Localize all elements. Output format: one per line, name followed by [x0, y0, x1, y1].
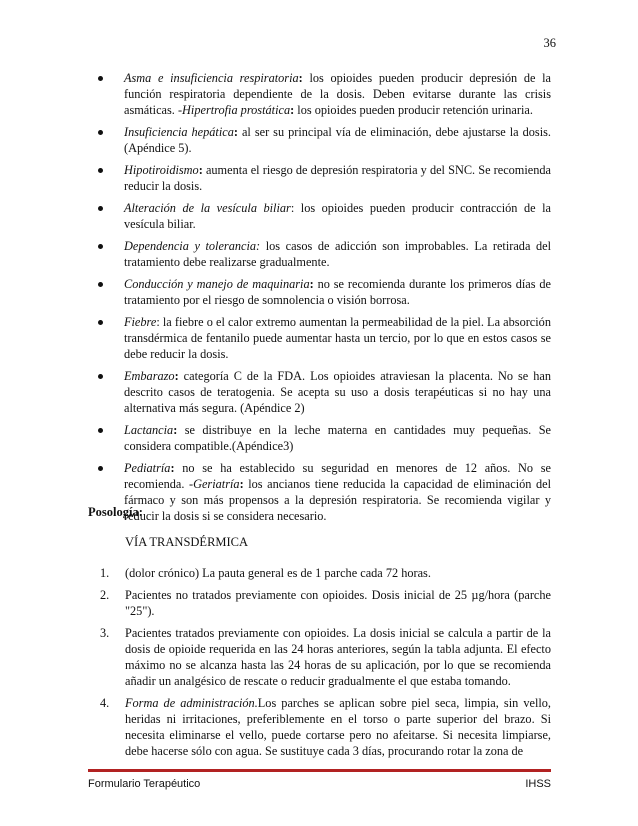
item-text: Los parches se aplican sobre piel seca, limpia, sin vello, heridas ni irritaciones, preferiblemente en el torso o parte superior del brazo. Si necesita eliminarse el vello, puede cortarse pero no afeitarse. Si necesita limpiarse, debe hacerse sólo con agua. Se sustituye cada 3 días, procurando rotar la zona de: [125, 696, 551, 758]
item-number: 1.: [100, 566, 110, 580]
list-item: [100, 695, 551, 759]
list-item: Fiebre: la fiebre o el calor extremo aumentan la permeabilidad de la piel. La absorción transdérmica de fentanilo puede aumentar hasta un tercio, por lo que en estos casos se debe reducir la dosis.: [96, 314, 551, 362]
item-text: los opioides pueden producir contracción de la vesícula biliar.: [124, 201, 551, 231]
footer-rule: [88, 769, 551, 772]
item-term: -Hipertrofia prostática: [177, 103, 291, 117]
section-heading: Posología:: [88, 505, 143, 519]
item-term: Embarazo: [124, 369, 175, 383]
item-term: Pediatría: [124, 461, 171, 475]
bullet-icon: [98, 244, 103, 249]
item-text: aumenta el riesgo de depresión respiratoria y del SNC. Se recomienda reducir la dosis.: [124, 163, 552, 193]
item-text: los opioides pueden producir depresión de la función respiratoria dependiente de la dosis. Deben evitarse durante las crisis asmáticas.: [124, 71, 551, 117]
contraindications-list: [96, 70, 551, 530]
item-term: Forma de administración.: [125, 696, 258, 710]
list-item: Asma e insuficiencia respiratoria: los opioides pueden producir depresión de la función respiratoria dependiente de la dosis. Deben evitarse durante las crisis asmáticas. -Hipertrofia prostática: los opioides pueden producir retención urinaria.: [96, 70, 551, 118]
item-text: la fiebre o el calor extremo aumentan la permeabilidad de la piel. La absorción transdérmica de fentanilo puede aumentar hasta un tercio, por lo que en estos casos se debe reducir la dosis.: [124, 315, 551, 361]
list-item: Hipotiroidismo: aumenta el riesgo de depresión respiratoria y del SNC. Se recomienda reducir la dosis.: [96, 162, 551, 194]
bullet-icon: [98, 206, 103, 211]
list-item: [100, 587, 551, 619]
list-item: [96, 238, 551, 270]
bullet-icon: [98, 320, 103, 325]
item-number: 4.: [100, 696, 110, 710]
item-term: Conducción y manejo de maquinaria: [124, 277, 310, 291]
item-text: Pacientes tratados previamente con opioides. La dosis inicial se calcula a partir de la dosis de opioide requerida en las 24 horas anteriores, según la tabla adjunta. El efecto máximo no se alcanza hasta las 24 horas de su aplicación, por lo que se recomienda añadir un analgésico de rescate o reducir gradualmente el que estaba tomando.: [125, 626, 551, 688]
item-text: (dolor crónico) La pauta general es de 1 parche cada 72 horas.: [125, 566, 431, 580]
bullet-icon: [98, 428, 103, 433]
item-text: al ser su principal vía de eliminación, debe ajustarse la dosis. (Apéndice 5).: [124, 125, 551, 155]
item-text: los ancianos tiene reducida la capacidad de eliminación del fármaco y son más propensos a la depresión respiratoria. Se recomienda vigilar y reducir la dosis si se considera necesario.: [124, 477, 551, 523]
item-term: Asma e insuficiencia respiratoria: [124, 71, 299, 85]
footer-title: Formulario Terapéutico: [88, 778, 201, 790]
item-term: Insuficiencia hepática: [124, 125, 234, 139]
item-term: Dependencia y tolerancia:: [124, 239, 261, 253]
bullet-icon: [98, 76, 103, 81]
dosage-list: [100, 565, 551, 765]
item-number: 2.: [100, 588, 110, 602]
list-item: Alteración de la vesícula biliar: los opioides pueden producir contracción de la vesícula biliar.: [96, 200, 551, 232]
item-term: Fiebre: [124, 315, 157, 329]
item-text: Pacientes no tratados previamente con opioides. Dosis inicial de 25 µg/hora (parche "25").: [125, 588, 551, 618]
item-number: 3.: [100, 626, 110, 640]
bullet-icon: [98, 130, 103, 135]
list-item: Embarazo: categoría C de la FDA. Los opioides atraviesan la placenta. No se han descrito casos de teratogenia. Se acepta su uso a dosis terapéuticas si no hay una alternativa más segura. (Apéndice 2): [96, 368, 551, 416]
item-text: categoría C de la FDA. Los opioides atraviesan la placenta. No se han descrito casos de teratogenia. Se acepta su uso a dosis terapéuticas si no hay una alternativa más segura. (Apéndice 2): [124, 369, 552, 415]
subsection-heading: VÍA TRANSDÉRMICA: [125, 535, 249, 549]
item-text: se distribuye en la leche materna en cantidades muy pequeñas. Se considera compatible.(Apéndice3): [124, 423, 551, 453]
list-item: Conducción y manejo de maquinaria: no se recomienda durante los primeros días de tratamiento por el riesgo de somnolencia o visión borrosa.: [96, 276, 551, 308]
list-item: Pediatría: no se ha establecido su seguridad en menores de 12 años. No se recomienda. -Geriatría: los ancianos tiene reducida la capacidad de eliminación del fármaco y son más propensos a la depresión respiratoria. Se recomienda vigilar y reducir la dosis si se considera necesario.: [96, 460, 551, 524]
item-term: Alteración de la vesícula biliar: [124, 201, 291, 215]
item-term: Hipotiroidismo: [124, 163, 199, 177]
item-text: no se ha establecido su seguridad en menores de 12 años. No se recomienda.: [124, 461, 551, 491]
footer-org: IHSS: [525, 778, 551, 790]
item-text: los opioides pueden producir retención urinaria.: [297, 103, 533, 117]
bullet-icon: [98, 168, 103, 173]
bullet-icon: [98, 466, 103, 471]
bullet-icon: [98, 374, 103, 379]
item-term: -Geriatría: [189, 477, 240, 491]
bullet-icon: [98, 282, 103, 287]
list-item: [100, 625, 551, 689]
list-item: [100, 565, 551, 581]
page-number: 36: [543, 36, 556, 50]
list-item: Insuficiencia hepática: al ser su principal vía de eliminación, debe ajustarse la dosis. (Apéndice 5).: [96, 124, 551, 156]
list-item: Lactancia: se distribuye en la leche materna en cantidades muy pequeñas. Se considera compatible.(Apéndice3): [96, 422, 551, 454]
item-term: Lactancia: [124, 423, 174, 437]
item-text: no se recomienda durante los primeros días de tratamiento por el riesgo de somnolencia o visión borrosa.: [124, 277, 551, 307]
item-text: los casos de adicción son improbables. La retirada del tratamiento debe realizarse gradualmente.: [124, 239, 552, 269]
